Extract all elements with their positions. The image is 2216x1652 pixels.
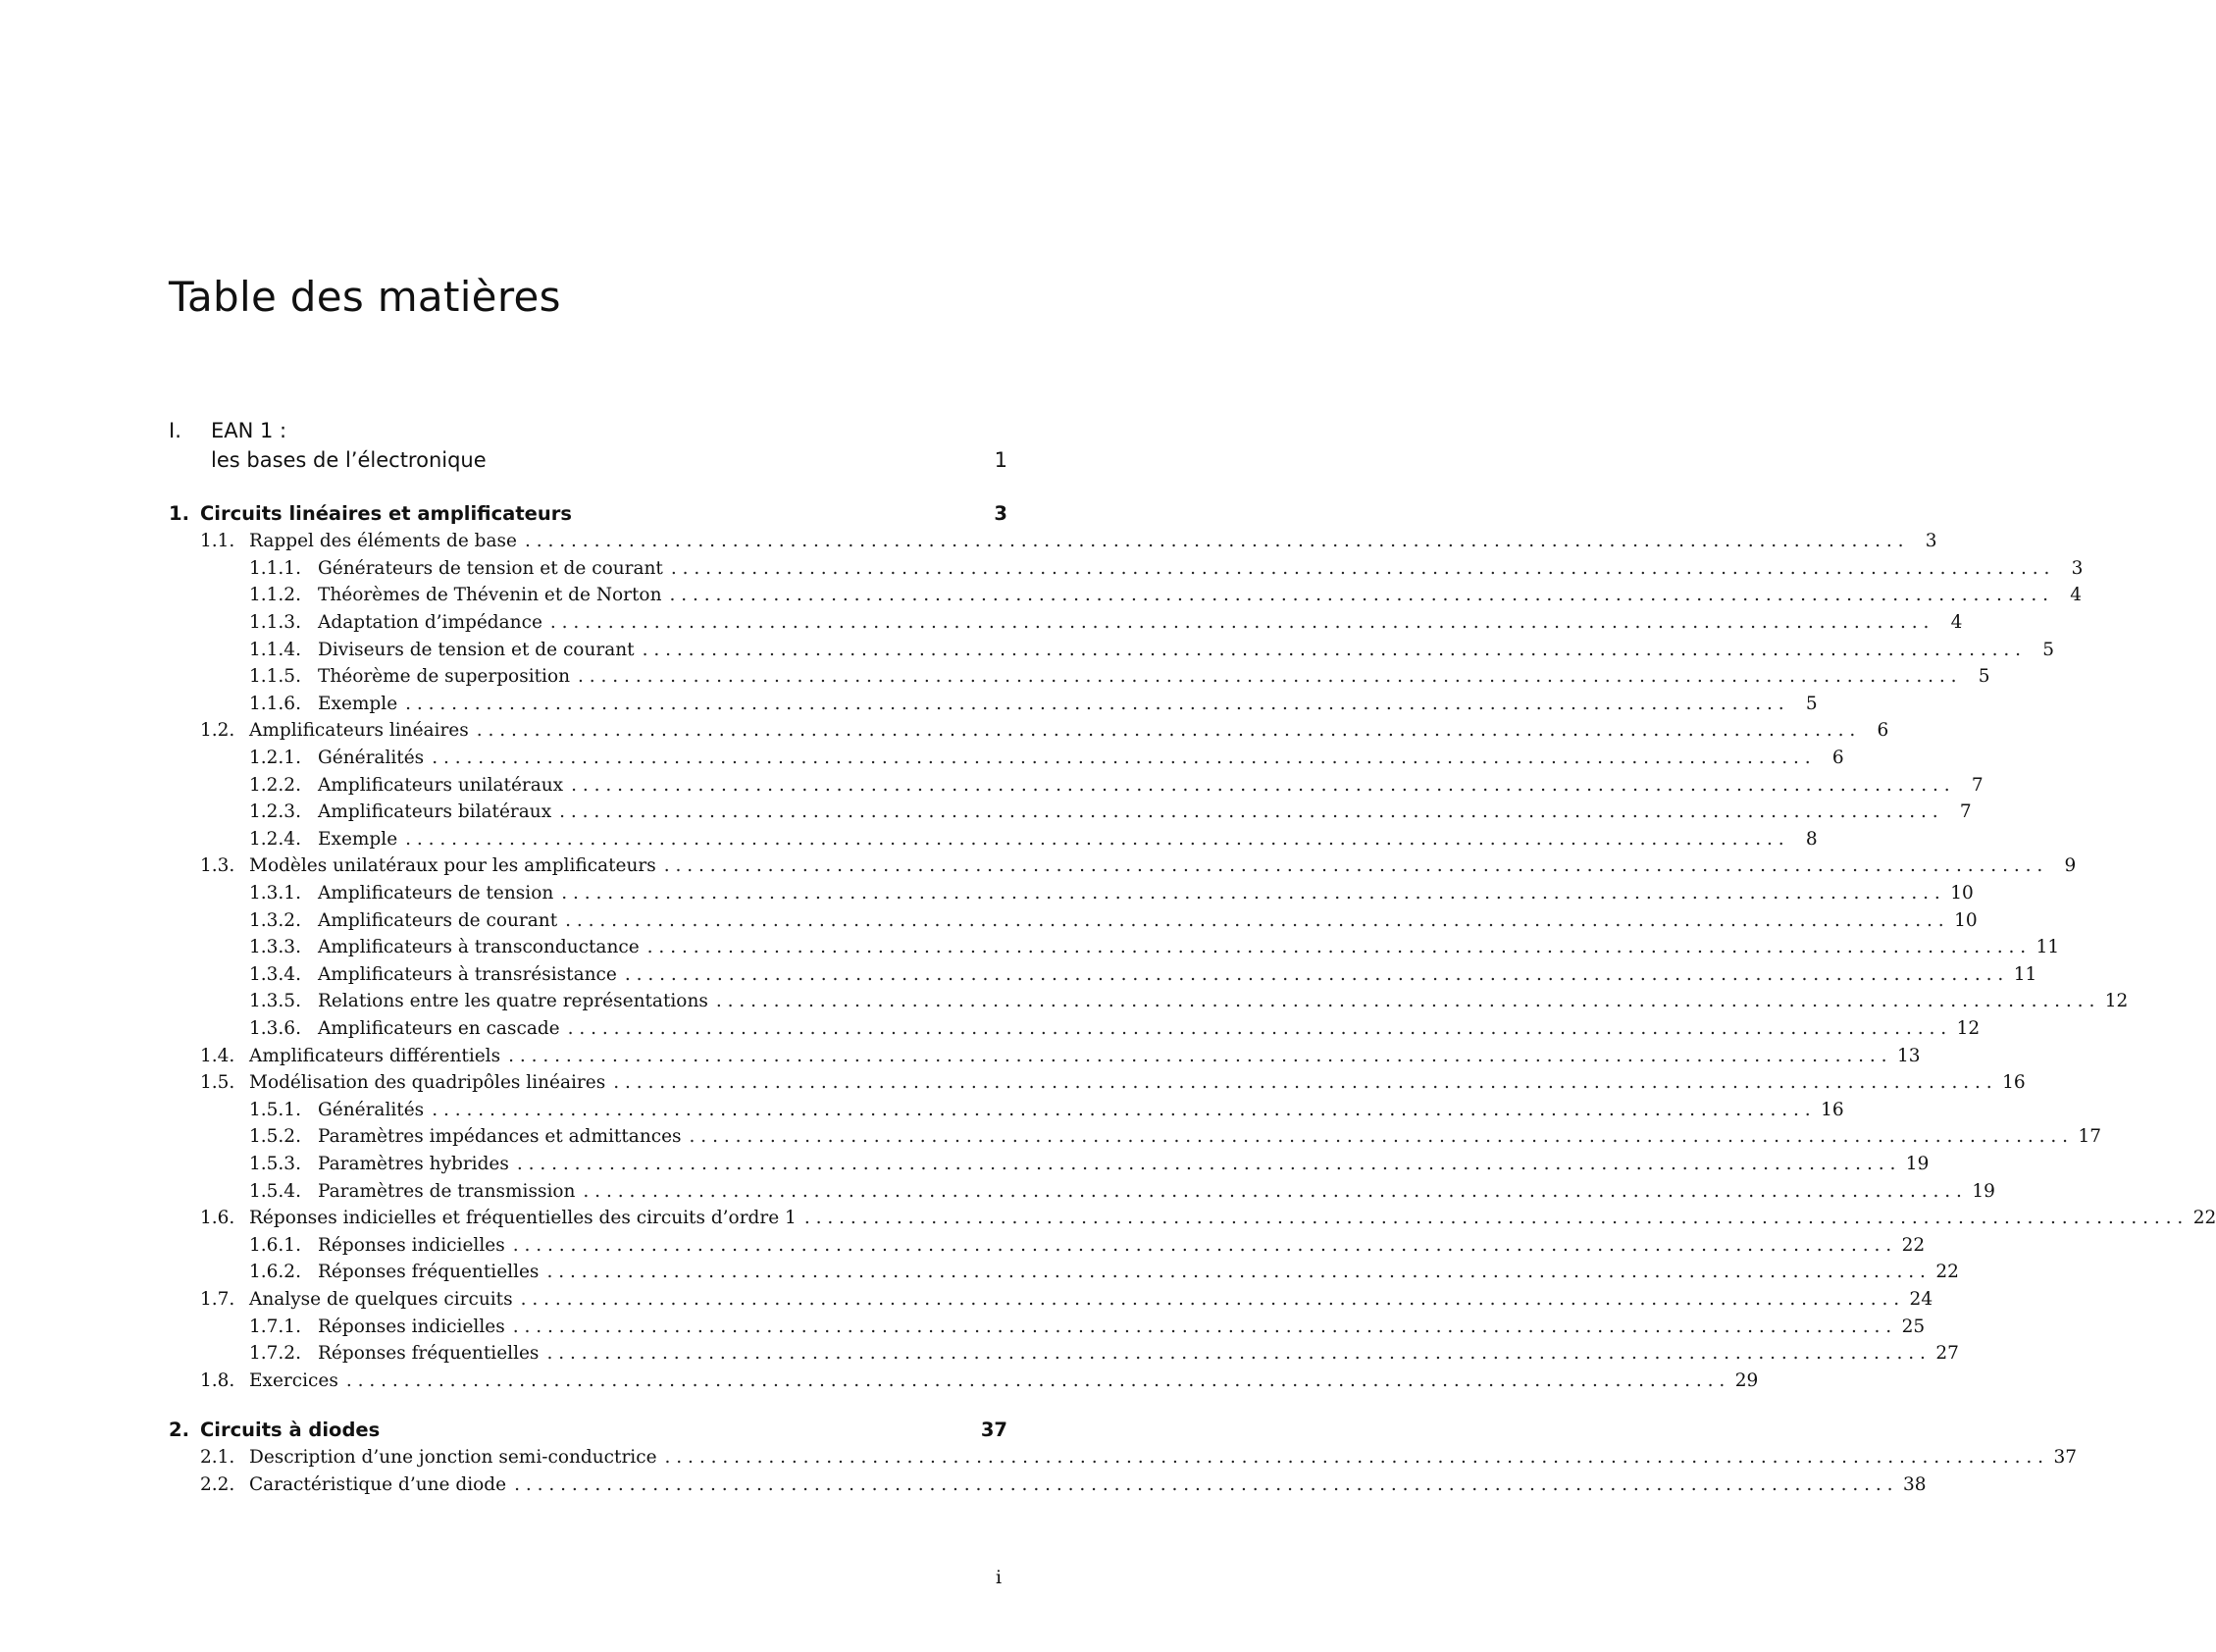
- entry-number: 1.3.5.: [249, 991, 301, 1012]
- toc-subsection[interactable]: [169, 771, 1984, 799]
- entry-title: Théorèmes de Thévenin et de Norton: [318, 585, 662, 606]
- entry-number: 1.3.6.: [249, 1017, 301, 1039]
- entry-title: Généralités: [318, 1099, 425, 1120]
- toc-subsection[interactable]: [169, 826, 1818, 853]
- part-number: I.: [169, 419, 181, 442]
- dot-leader: . . . . . . . . . . . . . . . . . . . . . . . . . . . . . . . . . . . . . . . . . . . . . . . . . . . . . . . . . . . . . . . . . . . . . . . . . . . . . . . . . . . . . . . . . . . . . . . . . . . . . . . . . . . . . . . . . . . . . . . .: [571, 774, 1950, 796]
- entry-number: 2.1.: [200, 1447, 235, 1469]
- entry-title: Amplificateurs de tension: [318, 883, 554, 904]
- dot-leader: . . . . . . . . . . . . . . . . . . . . . . . . . . . . . . . . . . . . . . . . . . . . . . . . . . . . . . . . . . . . . . . . . . . . . . . . . . . . . . . . . . . . . . . . . . . . . . . . . . . . . . . . . . . . . . . . . . . . . . . .: [613, 1072, 1992, 1094]
- entry-page: 12: [1956, 1017, 1981, 1039]
- toc-subsection[interactable]: [169, 609, 1963, 637]
- entry-number: 1.6.2.: [249, 1262, 301, 1283]
- entry-page: 22: [2192, 1208, 2216, 1229]
- entry-title: Paramètres impédances et admittances: [318, 1126, 682, 1148]
- entry-page: 5: [1805, 693, 1818, 714]
- entry-title: Amplificateurs à transconductance: [318, 937, 640, 958]
- entry-page: 13: [1897, 1045, 1921, 1066]
- entry-number: 1.5.1.: [249, 1099, 301, 1120]
- entry-page: 22: [1935, 1262, 1959, 1283]
- entry-title: Amplificateurs différentiels: [249, 1045, 501, 1066]
- entry-number: 1.6.1.: [249, 1234, 301, 1256]
- entry-title: Générateurs de tension et de courant: [318, 557, 663, 579]
- entry-title: Amplificateurs linéaires: [249, 720, 469, 742]
- entry-number: 1.7.1.: [249, 1316, 301, 1337]
- chapter-title: Circuits à diodes: [200, 1418, 381, 1441]
- entry-title: Réponses fréquentielles: [318, 1343, 540, 1365]
- dot-leader: . . . . . . . . . . . . . . . . . . . . . . . . . . . . . . . . . . . . . . . . . . . . . . . . . . . . . . . . . . . . . . . . . . . . . . . . . . . . . . . . . . . . . . . . . . . . . . . . . . . . . . . . . . . . . . . . . . . . . . . .: [664, 1447, 2043, 1469]
- entry-number: 1.1.3.: [249, 612, 301, 634]
- entry-page: 5: [2042, 639, 2055, 660]
- entry-number: 1.7.2.: [249, 1343, 301, 1365]
- entry-page: 8: [1805, 828, 1818, 850]
- part-title-line1: EAN 1 :: [211, 419, 287, 442]
- entry-title: Amplificateurs en cascade: [318, 1017, 560, 1039]
- entry-number: 1.5.3.: [249, 1153, 301, 1174]
- entry-title: Exemple: [318, 828, 398, 850]
- dot-leader: . . . . . . . . . . . . . . . . . . . . . . . . . . . . . . . . . . . . . . . . . . . . . . . . . . . . . . . . . . . . . . . . . . . . . . . . . . . . . . . . . . . . . . . . . . . . . . . . . . . . . . . . . . . . . . . . . . . . . . . .: [508, 1045, 1887, 1066]
- dot-leader: . . . . . . . . . . . . . . . . . . . . . . . . . . . . . . . . . . . . . . . . . . . . . . . . . . . . . . . . . . . . . . . . . . . . . . . . . . . . . . . . . . . . . . . . . . . . . . . . . . . . . . . . . . . . . . . . . . . . . . . .: [525, 531, 1904, 552]
- toc-subsection[interactable]: [169, 961, 2037, 989]
- chapter-title: Circuits linéaires et amplificateurs: [200, 501, 572, 525]
- dot-leader: . . . . . . . . . . . . . . . . . . . . . . . . . . . . . . . . . . . . . . . . . . . . . . . . . . . . . . . . . . . . . . . . . . . . . . . . . . . . . . . . . . . . . . . . . . . . . . . . . . . . . . . . . . . . . . . . . . . . . . . .: [583, 1180, 1962, 1202]
- entry-title: Amplificateurs unilatéraux: [318, 774, 564, 796]
- toc-subsection[interactable]: [169, 1313, 1926, 1340]
- toc-subsection[interactable]: [169, 906, 1978, 934]
- toc-chapter[interactable]: [169, 1415, 1007, 1444]
- chapter-page: 37: [980, 1418, 1007, 1441]
- dot-leader: . . . . . . . . . . . . . . . . . . . . . . . . . . . . . . . . . . . . . . . . . . . . . . . . . . . . . . . . . . . . . . . . . . . . . . . . . . . . . . . . . . . . . . . . . . . . . . . . . . . . . . . . . . . . . . . . . . . . . . . .: [559, 801, 1938, 823]
- toc-chapter[interactable]: [169, 498, 1007, 528]
- dot-leader: . . . . . . . . . . . . . . . . . . . . . . . . . . . . . . . . . . . . . . . . . . . . . . . . . . . . . . . . . . . . . . . . . . . . . . . . . . . . . . . . . . . . . . . . . . . . . . . . . . . . . . . . . . . . . . . . . . . . . . . .: [549, 612, 1930, 634]
- table-of-contents: [169, 498, 2216, 1498]
- toc-subsection[interactable]: [169, 636, 2055, 663]
- entry-title: Réponses indicielles et fréquentielles des circuits d’ordre 1: [249, 1208, 797, 1229]
- entry-page: 22: [1901, 1234, 1926, 1256]
- entry-title: Théorème de superposition: [318, 666, 571, 688]
- entry-page: 19: [1905, 1153, 1930, 1174]
- entry-title: Exercices: [249, 1369, 338, 1391]
- dot-leader: . . . . . . . . . . . . . . . . . . . . . . . . . . . . . . . . . . . . . . . . . . . . . . . . . . . . . . . . . . . . . . . . . . . . . . . . . . . . . . . . . . . . . . . . . . . . . . . . . . . . . . . . . . . . . . . . . . . . . . . .: [663, 855, 2043, 877]
- part-title-line2: les bases de l’électronique: [211, 448, 487, 472]
- toc-subsection[interactable]: [169, 1231, 1926, 1259]
- entry-page: 19: [1972, 1180, 1995, 1202]
- part-page: 1: [994, 448, 1007, 472]
- entry-number: 1.1.: [200, 531, 235, 552]
- entry-title: Paramètres de transmission: [318, 1180, 576, 1202]
- dot-leader: . . . . . . . . . . . . . . . . . . . . . . . . . . . . . . . . . . . . . . . . . . . . . . . . . . . . . . . . . . . . . . . . . . . . . . . . . . . . . . . . . . . . . . . . . . . . . . . . . . . . . . . . . . . . . . . . . . . . . . . .: [670, 557, 2050, 579]
- entry-page: 11: [2036, 937, 2060, 958]
- dot-leader: . . . . . . . . . . . . . . . . . . . . . . . . . . . . . . . . . . . . . . . . . . . . . . . . . . . . . . . . . . . . . . . . . . . . . . . . . . . . . . . . . . . . . . . . . . . . . . . . . . . . . . . . . . . . . . . . . . . . . . . .: [520, 1288, 1900, 1310]
- toc-section[interactable]: [169, 852, 2077, 880]
- entry-page: 16: [2002, 1072, 2026, 1094]
- entry-page: 7: [1971, 774, 1984, 796]
- dot-leader: . . . . . . . . . . . . . . . . . . . . . . . . . . . . . . . . . . . . . . . . . . . . . . . . . . . . . . . . . . . . . . . . . . . . . . . . . . . . . . . . . . . . . . . . . . . . . . . . . . . . . . . . . . . . . . . . . . . . . . . .: [512, 1234, 1892, 1256]
- entry-number: 1.3.4.: [249, 963, 301, 985]
- entry-title: Réponses fréquentielles: [318, 1262, 540, 1283]
- entry-number: 1.8.: [200, 1369, 235, 1391]
- dot-leader: . . . . . . . . . . . . . . . . . . . . . . . . . . . . . . . . . . . . . . . . . . . . . . . . . . . . . . . . . . . . . . . . . . . . . . . . . . . . . . . . . . . . . . . . . . . . . . . . . . . . . . . . . . . . . . . . . . . . . . . .: [514, 1473, 1893, 1495]
- entry-number: 1.4.: [200, 1045, 235, 1066]
- entry-page: 37: [2053, 1447, 2077, 1469]
- entry-page: 17: [2078, 1126, 2102, 1148]
- entry-title: Modélisation des quadripôles linéaires: [249, 1072, 606, 1094]
- entry-number: 1.7.: [200, 1288, 235, 1310]
- dot-leader: . . . . . . . . . . . . . . . . . . . . . . . . . . . . . . . . . . . . . . . . . . . . . . . . . . . . . . . . . . . . . . . . . . . . . . . . . . . . . . . . . . . . . . . . . . . . . . . . . . . . . . . . . . . . . . . . . . . . . . . .: [669, 585, 2048, 606]
- toc-subsection[interactable]: [169, 582, 2082, 609]
- toc-subsection[interactable]: [169, 691, 1818, 718]
- entry-title: Paramètres hybrides: [318, 1153, 509, 1174]
- dot-leader: . . . . . . . . . . . . . . . . . . . . . . . . . . . . . . . . . . . . . . . . . . . . . . . . . . . . . . . . . . . . . . . . . . . . . . . . . . . . . . . . . . . . . . . . . . . . . . . . . . . . . . . . . . . . . . . . . . . . . . . .: [624, 963, 2004, 985]
- dot-leader: . . . . . . . . . . . . . . . . . . . . . . . . . . . . . . . . . . . . . . . . . . . . . . . . . . . . . . . . . . . . . . . . . . . . . . . . . . . . . . . . . . . . . . . . . . . . . . . . . . . . . . . . . . . . . . . . . . . . . . . .: [689, 1126, 2069, 1148]
- toc-subsection[interactable]: [169, 1123, 2102, 1151]
- page-title: Table des matières: [169, 273, 561, 321]
- chapter-number: 1.: [169, 501, 189, 525]
- entry-title: Caractéristique d’une diode: [249, 1473, 507, 1495]
- dot-leader: . . . . . . . . . . . . . . . . . . . . . . . . . . . . . . . . . . . . . . . . . . . . . . . . . . . . . . . . . . . . . . . . . . . . . . . . . . . . . . . . . . . . . . . . . . . . . . . . . . . . . . . . . . . . . . . . . . . . . . . .: [567, 1017, 1947, 1039]
- entry-number: 1.5.: [200, 1072, 235, 1094]
- entry-title: Généralités: [318, 748, 425, 769]
- entry-number: 1.3.3.: [249, 937, 301, 958]
- entry-page: 11: [2013, 963, 2037, 985]
- entry-page: 9: [2064, 855, 2077, 877]
- entry-page: 27: [1935, 1343, 1959, 1365]
- entry-number: 1.1.1.: [249, 557, 301, 579]
- entry-page: 4: [2070, 585, 2082, 606]
- toc-section[interactable]: [169, 1205, 2216, 1232]
- entry-number: 1.5.4.: [249, 1180, 301, 1202]
- entry-title: Relations entre les quatre représentations: [318, 991, 708, 1012]
- dot-leader: . . . . . . . . . . . . . . . . . . . . . . . . . . . . . . . . . . . . . . . . . . . . . . . . . . . . . . . . . . . . . . . . . . . . . . . . . . . . . . . . . . . . . . . . . . . . . . . . . . . . . . . . . . . . . . . . . . . . . . . .: [561, 883, 1940, 904]
- toc-subsection[interactable]: [169, 988, 2129, 1015]
- toc-subsection[interactable]: [169, 1151, 1930, 1178]
- dot-leader: . . . . . . . . . . . . . . . . . . . . . . . . . . . . . . . . . . . . . . . . . . . . . . . . . . . . . . . . . . . . . . . . . . . . . . . . . . . . . . . . . . . . . . . . . . . . . . . . . . . . . . . . . . . . . . . . . . . . . . . .: [432, 748, 1811, 769]
- entry-number: 1.1.4.: [249, 639, 301, 660]
- toc-section[interactable]: [169, 717, 1889, 745]
- toc-subsection[interactable]: [169, 555, 2084, 583]
- dot-leader: . . . . . . . . . . . . . . . . . . . . . . . . . . . . . . . . . . . . . . . . . . . . . . . . . . . . . . . . . . . . . . . . . . . . . . . . . . . . . . . . . . . . . . . . . . . . . . . . . . . . . . . . . . . . . . . . . . . . . . . .: [578, 666, 1957, 688]
- entry-title: Diviseurs de tension et de courant: [318, 639, 635, 660]
- dot-leader: . . . . . . . . . . . . . . . . . . . . . . . . . . . . . . . . . . . . . . . . . . . . . . . . . . . . . . . . . . . . . . . . . . . . . . . . . . . . . . . . . . . . . . . . . . . . . . . . . . . . . . . . . . . . . . . . . . . . . . . .: [546, 1262, 1926, 1283]
- dot-leader: . . . . . . . . . . . . . . . . . . . . . . . . . . . . . . . . . . . . . . . . . . . . . . . . . . . . . . . . . . . . . . . . . . . . . . . . . . . . . . . . . . . . . . . . . . . . . . . . . . . . . . . . . . . . . . . . . . . . . . . .: [405, 693, 1784, 714]
- toc-subsection[interactable]: [169, 1340, 1959, 1368]
- toc-subsection[interactable]: [169, 1015, 1981, 1043]
- entry-number: 2.2.: [200, 1473, 235, 1495]
- chapter-page: 3: [994, 501, 1007, 525]
- entry-page: 38: [1902, 1473, 1927, 1495]
- entry-title: Réponses indicielles: [318, 1234, 505, 1256]
- entry-number: 1.5.2.: [249, 1126, 301, 1148]
- entry-page: 25: [1901, 1316, 1926, 1337]
- entry-title: Amplificateurs bilatéraux: [318, 801, 552, 823]
- entry-number: 1.3.2.: [249, 909, 301, 931]
- entry-number: 1.1.6.: [249, 693, 301, 714]
- entry-page: 3: [2071, 557, 2084, 579]
- entry-title: Amplificateurs de courant: [318, 909, 558, 931]
- entry-title: Description d’une jonction semi-conductrice: [249, 1447, 657, 1469]
- entry-page: 3: [1925, 531, 1937, 552]
- entry-title: Modèles unilatéraux pour les amplificateurs: [249, 855, 656, 877]
- entry-number: 1.1.2.: [249, 585, 301, 606]
- entry-title: Réponses indicielles: [318, 1316, 505, 1337]
- dot-leader: . . . . . . . . . . . . . . . . . . . . . . . . . . . . . . . . . . . . . . . . . . . . . . . . . . . . . . . . . . . . . . . . . . . . . . . . . . . . . . . . . . . . . . . . . . . . . . . . . . . . . . . . . . . . . . . . . . . . . . . .: [546, 1343, 1926, 1365]
- toc-section[interactable]: [169, 1471, 1927, 1499]
- toc-section[interactable]: [169, 1444, 2077, 1471]
- toc-section[interactable]: [169, 528, 1937, 555]
- entry-number: 1.6.: [200, 1208, 235, 1229]
- toc-section[interactable]: [169, 1367, 1759, 1394]
- entry-number: 1.2.1.: [249, 748, 301, 769]
- toc-section[interactable]: [169, 1042, 1921, 1069]
- toc-subsection[interactable]: [169, 1259, 1959, 1286]
- dot-leader: . . . . . . . . . . . . . . . . . . . . . . . . . . . . . . . . . . . . . . . . . . . . . . . . . . . . . . . . . . . . . . . . . . . . . . . . . . . . . . . . . . . . . . . . . . . . . . . . . . . . . . . . . . . . . . . . . . . . . . . .: [476, 720, 1856, 742]
- entry-number: 1.1.5.: [249, 666, 301, 688]
- entry-page: 6: [1831, 748, 1844, 769]
- toc-subsection[interactable]: [169, 799, 1972, 826]
- toc-section[interactable]: [169, 1286, 1933, 1314]
- toc-subsection[interactable]: [169, 1177, 1995, 1205]
- entry-page: 6: [1877, 720, 1889, 742]
- entry-number: 1.2.2.: [249, 774, 301, 796]
- entry-number: 1.2.: [200, 720, 235, 742]
- dot-leader: . . . . . . . . . . . . . . . . . . . . . . . . . . . . . . . . . . . . . . . . . . . . . . . . . . . . . . . . . . . . . . . . . . . . . . . . . . . . . . . . . . . . . . . . . . . . . . . . . . . . . . . . . . . . . . . . . . . . . . . .: [642, 639, 2022, 660]
- dot-leader: . . . . . . . . . . . . . . . . . . . . . . . . . . . . . . . . . . . . . . . . . . . . . . . . . . . . . . . . . . . . . . . . . . . . . . . . . . . . . . . . . . . . . . . . . . . . . . . . . . . . . . . . . . . . . . . . . . . . . . . .: [803, 1208, 2184, 1229]
- toc-subsection[interactable]: [169, 663, 1990, 691]
- toc-subsection[interactable]: [169, 880, 1974, 907]
- entry-page: 4: [1950, 612, 1963, 634]
- entry-page: 7: [1959, 801, 1972, 823]
- entry-page: 5: [1978, 666, 1990, 688]
- entry-number: 1.3.: [200, 855, 235, 877]
- toc-subsection[interactable]: [169, 934, 2060, 961]
- chapter-number: 2.: [169, 1418, 189, 1441]
- page-folio: i: [996, 1567, 1003, 1588]
- toc-subsection[interactable]: [169, 1096, 1844, 1123]
- entry-page: 10: [1950, 883, 1974, 904]
- entry-title: Analyse de quelques circuits: [249, 1288, 513, 1310]
- entry-title: Rappel des éléments de base: [249, 531, 517, 552]
- dot-leader: . . . . . . . . . . . . . . . . . . . . . . . . . . . . . . . . . . . . . . . . . . . . . . . . . . . . . . . . . . . . . . . . . . . . . . . . . . . . . . . . . . . . . . . . . . . . . . . . . . . . . . . . . . . . . . . . . . . . . . . .: [646, 937, 2027, 958]
- entry-title: Adaptation d’impédance: [318, 612, 542, 634]
- entry-title: Amplificateurs à transrésistance: [318, 963, 617, 985]
- entry-number: 1.2.3.: [249, 801, 301, 823]
- entry-number: 1.2.4.: [249, 828, 301, 850]
- entry-page: 29: [1734, 1369, 1759, 1391]
- dot-leader: . . . . . . . . . . . . . . . . . . . . . . . . . . . . . . . . . . . . . . . . . . . . . . . . . . . . . . . . . . . . . . . . . . . . . . . . . . . . . . . . . . . . . . . . . . . . . . . . . . . . . . . . . . . . . . . . . . . . . . . .: [512, 1316, 1892, 1337]
- dot-leader: . . . . . . . . . . . . . . . . . . . . . . . . . . . . . . . . . . . . . . . . . . . . . . . . . . . . . . . . . . . . . . . . . . . . . . . . . . . . . . . . . . . . . . . . . . . . . . . . . . . . . . . . . . . . . . . . . . . . . . . .: [432, 1099, 1811, 1120]
- entry-number: 1.3.1.: [249, 883, 301, 904]
- dot-leader: . . . . . . . . . . . . . . . . . . . . . . . . . . . . . . . . . . . . . . . . . . . . . . . . . . . . . . . . . . . . . . . . . . . . . . . . . . . . . . . . . . . . . . . . . . . . . . . . . . . . . . . . . . . . . . . . . . . . . . . .: [715, 991, 2095, 1012]
- dot-leader: . . . . . . . . . . . . . . . . . . . . . . . . . . . . . . . . . . . . . . . . . . . . . . . . . . . . . . . . . . . . . . . . . . . . . . . . . . . . . . . . . . . . . . . . . . . . . . . . . . . . . . . . . . . . . . . . . . . . . . . .: [405, 828, 1784, 850]
- entry-title: Exemple: [318, 693, 398, 714]
- dot-leader: . . . . . . . . . . . . . . . . . . . . . . . . . . . . . . . . . . . . . . . . . . . . . . . . . . . . . . . . . . . . . . . . . . . . . . . . . . . . . . . . . . . . . . . . . . . . . . . . . . . . . . . . . . . . . . . . . . . . . . . .: [516, 1153, 1896, 1174]
- dot-leader: . . . . . . . . . . . . . . . . . . . . . . . . . . . . . . . . . . . . . . . . . . . . . . . . . . . . . . . . . . . . . . . . . . . . . . . . . . . . . . . . . . . . . . . . . . . . . . . . . . . . . . . . . . . . . . . . . . . . . . . .: [565, 909, 1944, 931]
- chapter-gap: [169, 1394, 1007, 1415]
- toc-subsection[interactable]: [169, 745, 1844, 772]
- dot-leader: . . . . . . . . . . . . . . . . . . . . . . . . . . . . . . . . . . . . . . . . . . . . . . . . . . . . . . . . . . . . . . . . . . . . . . . . . . . . . . . . . . . . . . . . . . . . . . . . . . . . . . . . . . . . . . . . . . . . . . . .: [345, 1369, 1726, 1391]
- entry-page: 16: [1821, 1099, 1844, 1120]
- toc-section[interactable]: [169, 1069, 2026, 1097]
- entry-page: 10: [1954, 909, 1978, 931]
- entry-page: 24: [1909, 1288, 1933, 1310]
- entry-page: 12: [2104, 991, 2129, 1012]
